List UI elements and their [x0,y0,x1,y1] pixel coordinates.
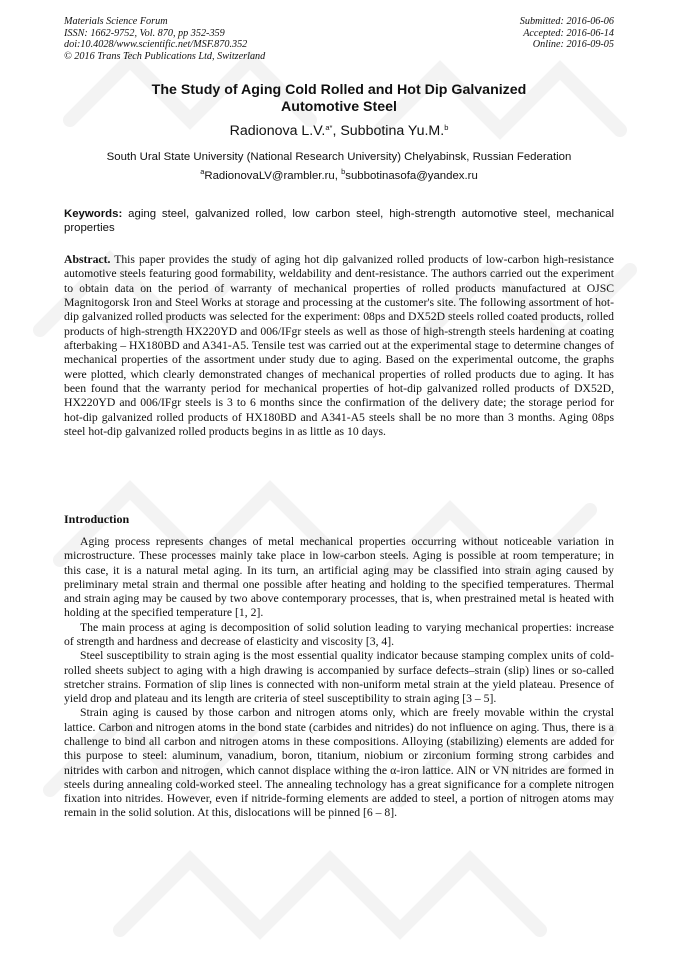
introduction-paragraph-4: Strain aging is caused by those carbon and nitrogen atoms only, which are freely movable within the crystal lattice. Carbon and nitrogen atoms in the bond state (carbides and nitrides) do not influence on aging. Thus, there is a challenge to bind all carbon and nitrogen atoms in these compositions. Alloying (stabilizing) elements are added for this purpose to steel: aluminum, vanadium, boron, titanium, niobium or zirconium forming strong carbides and nitrides with carbon and nitrogen, which cannot displace withing the α-iron lattice. AlN or VN nitrides are formed in steels during annealing cold-worked steel. The annealing technology has a great significance for a complete nitrogen fixation into nitrides. However, even if nitride-forming elements are added to steel, a portion of nitrogen atoms may remain in the solid solution. At this, dislocations will be pinned [6 – 8]. [64,706,614,820]
keywords-section [64,207,614,235]
journal-name: Materials Science Forum [64,16,168,27]
email-a-link[interactable]: RadionovaLV@rambler.ru [204,170,335,182]
author-1-name: Radionova L.V. [229,123,326,139]
paper-title-line-2: Automotive Steel [281,98,397,115]
keywords-text: aging steel, galvanized rolled, low carbon steel, high-strength automotive steel, mechanical properties [64,208,615,234]
author-emails [64,169,614,183]
introduction-paragraph-2: The main process at aging is decomposition of solid solution leading to varying mechanical properties: increase of strength and hardness and decrease of elasticity and viscosity [3, 4]. [64,620,614,648]
affiliation: South Ural State University (National Research University) Chelyabinsk, Russian Federation [106,151,572,163]
online-date: Online: 2016-09-05 [532,39,614,51]
author-list [64,122,614,140]
journal-copyright: © 2016 Trans Tech Publications Ltd, Switzerland [64,50,266,62]
introduction-paragraph-1: Aging process represents changes of metal mechanical properties occurring without noticeable variation in microstructure. These processes mainly take place in low-carbon steels. Aging is possible at room temperature; in this case, it is a natural metal aging. In its turn, an artificial aging may be classified into strain aging caused by preliminary metal strain and thermal one possible after heating and holding to the specified temperatures. Thermal and strain aging may be caused by two above contemporary processes, that is, when prestrained metal is heated with holding at the specified temperature [1, 2]. [64,535,614,620]
email-b-mark: b [341,167,346,176]
author-separator: , [332,123,341,139]
abstract-text: This paper provides the study of aging hot dip galvanized rolled products of low-carbon high-resistance automotive steels featuring good formability, weldability and dent-resistance. The authors carried out the experiment to obtain data on the period of warranty of mechanical properties of rolled products manufactured at OJSC Magnitogorsk Iron and Steel Works at storage and processing at the customer's site. The following assortment of hot-dip galvanized rolled products was selected for the experiment: 08ps and DX52D steels rolled coated products, rolled products of high-strength HX220YD and 006/IFgr steels as well as those of high-strength steels hardening at coating afterbaking – HX180BD and A341-A5. Tensile test was carried out at the experimental stage to determine changes of mechanical properties of the assortment under study due to aging. Based on the experimental outcome, the graphs were plotted, which clearly demonstrated changes of mechanical properties of rolled products due to aging. It has been found that the warranty period for mechanical properties of hot-dip galvanized rolled products of DX52D, HX220YD and 006/IFgr steels is 3 to 6 months since the confirmation of the delivery date; the storage period for hot-dip galvanized rolled products of HX180BD and A341-A5 steels shall be no more than 3 months. Aging 08ps steel hot-dip galvanized rolled products begins in as little as 10 days. [64,253,614,439]
journal-issn: ISSN: 1662-9752, Vol. 870, pp 352-359 [64,27,225,39]
email-separator: , [334,170,342,182]
submitted-date: Submitted: 2016-06-06 [519,16,614,27]
author-1-affil-mark: a* [325,123,333,132]
keywords-label: Keywords: [64,208,123,220]
email-b-link[interactable]: subbotinasofa@yandex.ru [345,170,478,182]
introduction-paragraph-3: Steel susceptibility to strain aging is the most essential quality indicator because stamping complex units of cold-rolled sheets subject to aging with a high drawing is accompanied by surface defects–strain (slip) lines or so-called stretcher strains. Formation of slip lines is connected with non-uniform metal strain at the yield plateau. Presence of yield drop and plateau and its length are criteria of steel susceptibility to strain aging [3 – 5]. [64,649,614,706]
paper-title-line-1: The Study of Aging Cold Rolled and Hot Dip Galvanized [151,82,527,98]
accepted-date: Accepted: 2016-06-14 [523,27,614,39]
journal-doi: doi:10.4028/www.scientific.net/MSF.870.352 [64,39,248,51]
author-2-name: Subbotina Yu.M. [340,123,445,139]
abstract-label: Abstract. [64,253,111,266]
paper-title [64,82,614,115]
introduction-heading: Introduction [64,512,130,526]
abstract-section [64,253,614,439]
introduction-body [64,535,614,821]
journal-header-right [520,16,614,51]
email-a-mark: a [200,167,205,176]
author-2-affil-mark: b [444,123,449,132]
journal-header-left [64,16,265,62]
